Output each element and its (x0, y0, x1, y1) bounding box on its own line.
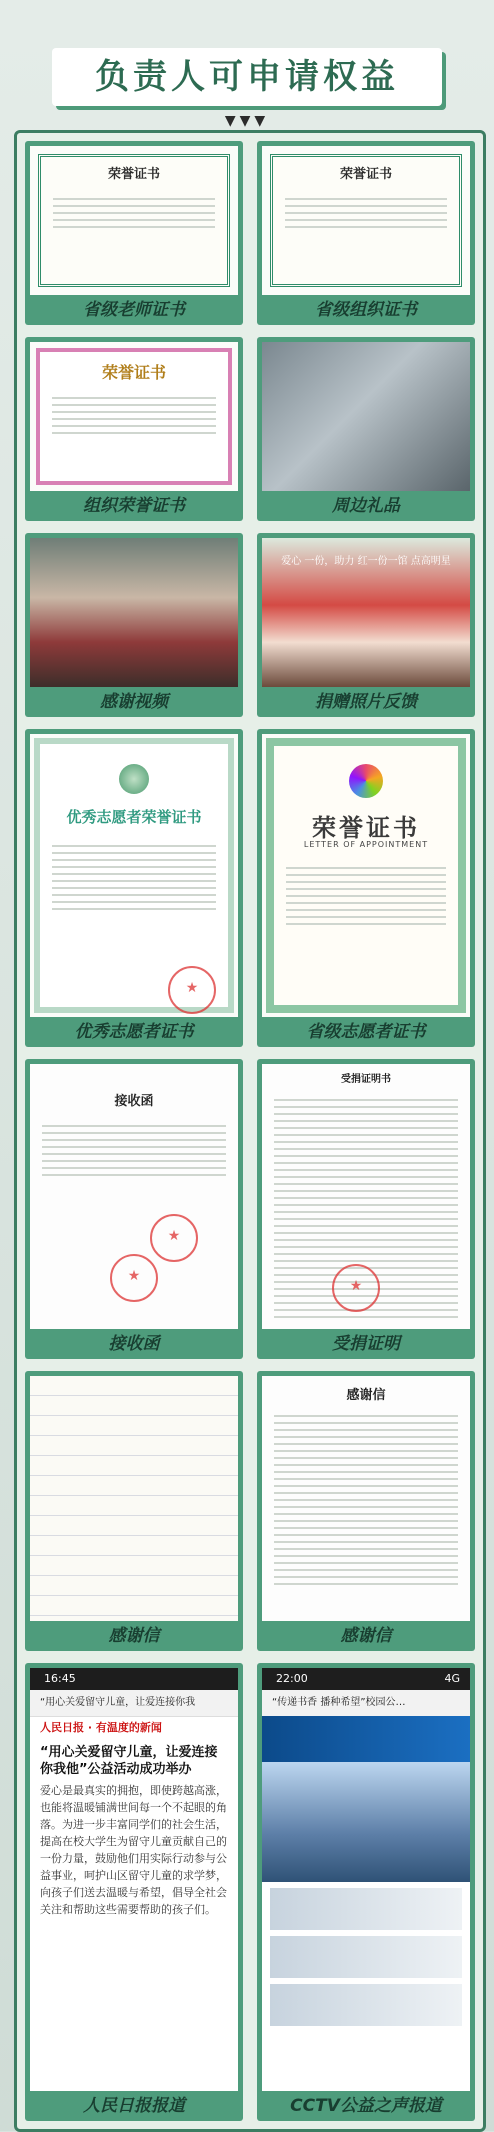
phone-screenshot (30, 1668, 238, 2091)
card-thank-you-letter-1 (25, 1371, 243, 1651)
cert-text-lines (40, 392, 228, 439)
card-receipt-letter (25, 1059, 243, 1359)
article-body: 爱心是最真实的拥抱，即使跨越高涨，也能将温暖铺满世间每一个不起眼的角落。为进一步丰富同学们的社会生活，提高在校大学生为留守儿童贡献自己的一份力量，鼓励他们用实际行动参与公益事业，呵护山区留守儿童的求学梦，向孩子们送去温暖与希望，倡导全社会关注和帮助这些需要帮助的孩子们。 (40, 1784, 227, 1916)
card-caption: 捐赠照片反馈 (315, 692, 417, 712)
card-caption: 省级老师证书 (83, 300, 185, 320)
doc-text-lines (30, 1120, 238, 1181)
nav-bar-title: “用心关爱留守儿童，让爱连接你我 (30, 1690, 238, 1717)
cert-image (270, 154, 462, 287)
card-caption: 省级志愿者证书 (306, 1022, 426, 1042)
status-bar: 16:45 (30, 1668, 238, 1690)
card-donation-proof (257, 1059, 475, 1359)
org-logo-icon (119, 764, 149, 794)
cert-title: 荣誉证书 (101, 363, 166, 382)
nav-bar-title: “传递书香 播种希望”校园公… (262, 1690, 470, 1716)
card-image (30, 1668, 238, 2091)
cert-image (36, 348, 232, 485)
down-arrows-icon: ▼▼▼ (224, 113, 270, 129)
card-caption: 省级组织证书 (315, 300, 417, 320)
card-caption: 感谢信 (108, 1626, 160, 1646)
card-image (262, 538, 470, 687)
photo-banner-text: 爱心 一份，助力 红一份一馆 点高明星 (281, 556, 451, 567)
media-hero-image (262, 1762, 470, 1882)
doc-title: 感谢信 (346, 1388, 386, 1403)
card-thanks-video (25, 533, 243, 717)
card-caption: 感谢视频 (100, 692, 168, 712)
header (0, 0, 494, 129)
page-title: 负责人可申请权益 (95, 57, 399, 97)
card-provincial-volunteer-cert (257, 729, 475, 1047)
cert-image (34, 738, 234, 1013)
news-source: 人民日报 · 有温度的新闻 (40, 1721, 162, 1734)
cert-subtitle: LETTER OF APPOINTMENT (303, 840, 429, 849)
card-image (262, 1064, 470, 1329)
media-row-image (270, 1888, 462, 1930)
card-image (262, 146, 470, 295)
cert-text-lines (40, 840, 228, 915)
card-merch-gifts (257, 337, 475, 521)
cert-text-lines (273, 193, 459, 233)
card-image (30, 538, 238, 687)
card-org-honor-cert (25, 337, 243, 521)
card-caption: 接收函 (108, 1334, 160, 1354)
merch-photo (262, 342, 470, 491)
cert-title: 荣誉证书 (312, 814, 420, 842)
media-row-image (270, 1936, 462, 1978)
cert-image (266, 738, 466, 1013)
cert-title: 荣誉证书 (107, 167, 160, 182)
card-cctv-report (257, 1663, 475, 2121)
doc-title: 受捐证明书 (341, 1074, 391, 1085)
red-seal-icon (168, 966, 216, 1014)
card-image (262, 1376, 470, 1621)
card-peoples-daily-report (25, 1663, 243, 2121)
card-image (30, 1376, 238, 1621)
article-headline: “用心关爱留守儿童，让爱连接你我他”公益活动成功举办 (40, 1745, 218, 1777)
card-caption: 组织荣誉证书 (83, 496, 185, 516)
card-image (30, 146, 238, 295)
doc-image (30, 1064, 238, 1329)
cert-text-lines (41, 193, 227, 233)
media-banner-image (262, 1716, 470, 1762)
card-caption: 人民日报报道 (83, 2096, 185, 2116)
cert-title: 优秀志愿者荣誉证书 (66, 808, 202, 826)
donation-photo (262, 538, 470, 687)
doc-image (262, 1376, 470, 1621)
org-logo-icon (349, 764, 383, 798)
card-image (30, 1064, 238, 1329)
cert-text-lines (274, 862, 458, 930)
status-bar (262, 1668, 470, 1690)
status-signal: 4G (444, 1672, 460, 1685)
card-caption: CCTV公益之声报道 (290, 2096, 442, 2116)
media-row-image (270, 1984, 462, 2026)
doc-text-lines (262, 1410, 470, 1590)
title-banner (52, 48, 442, 106)
red-seal-icon (150, 1214, 198, 1262)
card-image (262, 734, 470, 1017)
card-image (262, 1668, 470, 2091)
card-image (30, 734, 238, 1017)
cert-image (38, 154, 230, 287)
card-donation-photo-feedback (257, 533, 475, 717)
card-image (30, 342, 238, 491)
card-thank-you-letter-2 (257, 1371, 475, 1651)
handwritten-letter-image (30, 1376, 238, 1621)
card-provincial-org-cert (257, 141, 475, 325)
video-thumbnail (30, 538, 238, 687)
benefits-board (14, 130, 486, 2132)
card-caption: 优秀志愿者证书 (74, 1022, 194, 1042)
red-seal-icon (332, 1264, 380, 1312)
red-seal-icon (110, 1254, 158, 1302)
status-time: 22:00 (276, 1672, 308, 1685)
card-image (262, 342, 470, 491)
doc-image (262, 1064, 470, 1329)
phone-screenshot (262, 1668, 470, 2091)
card-caption: 感谢信 (340, 1626, 392, 1646)
doc-title: 接收函 (114, 1094, 154, 1109)
card-caption: 周边礼品 (332, 496, 400, 516)
card-provincial-teacher-cert (25, 141, 243, 325)
card-caption: 受捐证明 (332, 1334, 400, 1354)
cert-title: 荣誉证书 (339, 167, 392, 182)
card-volunteer-cert (25, 729, 243, 1047)
